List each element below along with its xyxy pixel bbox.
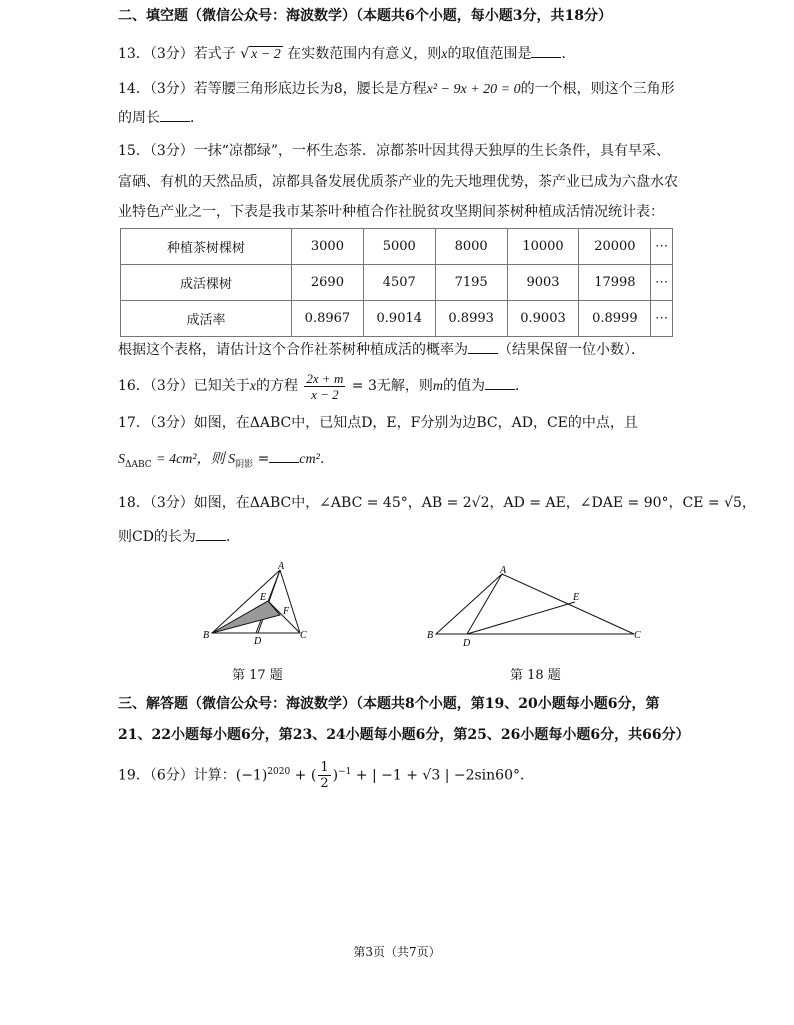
table-cell: 0.9003: [507, 301, 579, 337]
shaded-subscript: 阴影: [235, 459, 254, 470]
figure-17-diagram: [200, 560, 320, 650]
page-footer: 第3页（共7页）: [353, 945, 441, 959]
label-e: E: [573, 592, 580, 603]
q13-text-pre: 13．（3分）若式子: [118, 46, 236, 62]
answer-blank: [269, 450, 299, 463]
label-a: A: [500, 565, 507, 576]
label-a: A: [278, 561, 285, 572]
label-f: F: [283, 606, 290, 617]
q19-fraction: [318, 760, 330, 791]
q16-text-mid: 的方程: [255, 378, 298, 394]
label-d: D: [463, 638, 471, 649]
table-cell: 17998: [579, 265, 651, 301]
q18-line1: 18．（3分）如图，在ΔABC中，∠ABC = 45°，AB = 2√2，AD = AE，∠DAE = 90°，CE = √5，: [118, 495, 756, 511]
figure-18-diagram: [420, 562, 650, 652]
table-cell: 10000: [507, 229, 579, 265]
sqrt-expression: √ x − 2: [240, 46, 281, 62]
q17-equals: =: [257, 451, 270, 467]
q15-line2: 富硒、有机的天然品质，凉都具备发展优质茶产业的先天地理优势，茶产业已成为六盘水农: [118, 174, 678, 190]
question-19: [118, 758, 678, 791]
table-row: [121, 265, 673, 301]
shaded-region: [212, 601, 280, 633]
fraction-numerator: 1: [320, 760, 329, 776]
q16-text-pre: 16．（3分）已知关于: [118, 378, 250, 394]
q18-end: ．: [225, 529, 240, 545]
section3-title-line2: 21、22小题每小题6分，第23、24小题每小题6分，第25、26小题每小题6分，共66分）: [118, 727, 690, 743]
table-cell: 0.9014: [363, 301, 435, 337]
label-c: C: [300, 630, 307, 641]
q19-text-pre: 19．（6分）计算：: [118, 767, 236, 784]
fraction-numerator: 2x + m: [306, 370, 344, 386]
label-b: B: [427, 630, 434, 641]
fraction-denominator: x − 2: [311, 386, 339, 402]
label-d: D: [254, 636, 262, 647]
q19-expr-b: + (: [294, 767, 317, 784]
answer-blank: [468, 341, 498, 354]
table-cell: 0.8993: [435, 301, 507, 337]
label-b: B: [203, 630, 210, 641]
table-cell: 8000: [435, 229, 507, 265]
figure-18-caption: 第 18 题: [510, 668, 561, 683]
q16-text-post2: 的值为: [443, 378, 486, 394]
table-cell: 2690: [292, 265, 364, 301]
question-14-line2: [118, 108, 678, 128]
table-cell: 0.8967: [292, 301, 364, 337]
q17-area-value: = 4cm²，则 S: [156, 452, 236, 467]
q19-expr-d: + | −1 + √3 | −2sin60°．: [355, 767, 534, 784]
area-symbol: S: [118, 452, 125, 467]
section2-title: 二、填空题（微信公众号：海波数学）（本题共6个小题，每小题3分，共18分）: [118, 8, 612, 24]
q13-variable: x: [441, 47, 448, 62]
q15-after-text: 根据这个表格，请估计这个合作社茶树种植成活的概率为: [118, 342, 468, 358]
table-cell: 4507: [363, 265, 435, 301]
table-cell: 5000: [363, 229, 435, 265]
table-cell: 种植茶树棵树: [121, 229, 292, 265]
q14-end: ．: [190, 110, 204, 126]
q16-variable: x: [249, 379, 256, 394]
q13-text-post: 的取值范围是: [447, 46, 532, 62]
q18-line2: [118, 527, 678, 547]
table-cell: ⋯: [651, 301, 673, 337]
q17-line1: 17．（3分）如图，在ΔABC中，已知点D，E，F分别为边BC，AD，CE的中点，且: [118, 415, 638, 431]
q19-exponent-2: −1: [338, 767, 352, 777]
q13-text-mid: 在实数范围内有意义，则: [287, 46, 442, 62]
q13-end: ．: [561, 46, 576, 62]
q16-rhs: = 3: [351, 378, 377, 394]
q17-line2: [118, 449, 678, 475]
q16-m: m: [432, 379, 444, 394]
q15-line1: 15．（3分）一抹“凉都绿”，一杯生态茶．凉都茶叶因其得天独厚的生长条件，具有早采、: [118, 143, 671, 159]
q14-text-post: 的一个根，则这个三角形: [520, 81, 675, 97]
figure-17-caption: 第 17 题: [232, 668, 283, 683]
label-e: E: [260, 592, 267, 603]
question-13: [118, 44, 678, 65]
table-cell: 3000: [292, 229, 364, 265]
section3-title-line1: 三、解答题（微信公众号：海波数学）（本题共8个小题，第19、20小题每小题6分，第: [118, 696, 660, 712]
q16-fraction: [304, 371, 345, 402]
q14-line2-text: 的周长: [118, 110, 160, 126]
table-cell: 7195: [435, 265, 507, 301]
table-cell: 0.8999: [579, 301, 651, 337]
area-subscript: ΔABC: [125, 459, 152, 470]
answer-blank: [160, 109, 190, 122]
q14-text-pre: 14．（3分）若等腰三角形底边长为8，腰长是方程: [118, 81, 427, 97]
question-14: [118, 79, 678, 100]
question-16: [118, 370, 678, 403]
table-cell: 20000: [579, 229, 651, 265]
triangle-abc: [436, 574, 634, 634]
table-cell: ⋯: [651, 229, 673, 265]
answer-blank: [485, 377, 515, 390]
answer-blank: [196, 528, 226, 541]
table-row: [121, 301, 673, 337]
q14-equation: x² − 9x + 20 = 0: [426, 82, 521, 97]
table-cell: 9003: [507, 265, 579, 301]
q15-line3: 业特色产业之一，下表是我市某茶叶种植合作社脱贫攻坚期间茶树种植成活情况统计表：: [118, 204, 664, 220]
survival-table: [120, 228, 673, 337]
q19-expr-a: (−1): [235, 767, 268, 784]
q15-after: [118, 340, 678, 360]
q16-text-post: 无解，则: [376, 378, 433, 394]
q18-line2-text: 则CD的长为: [118, 529, 196, 545]
q19-exponent-1: 2020: [267, 767, 291, 777]
q19-expr-c: ): [332, 767, 339, 784]
table-cell: 成活棵树: [121, 265, 292, 301]
answer-blank: [531, 45, 561, 58]
q16-end: ．: [515, 378, 530, 394]
q17-unit: cm²．: [299, 452, 334, 467]
table-row: [121, 229, 673, 265]
q15-after-end: （结果保留一位小数）．: [498, 342, 645, 358]
table-cell: 成活率: [121, 301, 292, 337]
label-c: C: [634, 630, 641, 641]
table-cell: ⋯: [651, 265, 673, 301]
fraction-denominator: 2: [320, 776, 329, 792]
